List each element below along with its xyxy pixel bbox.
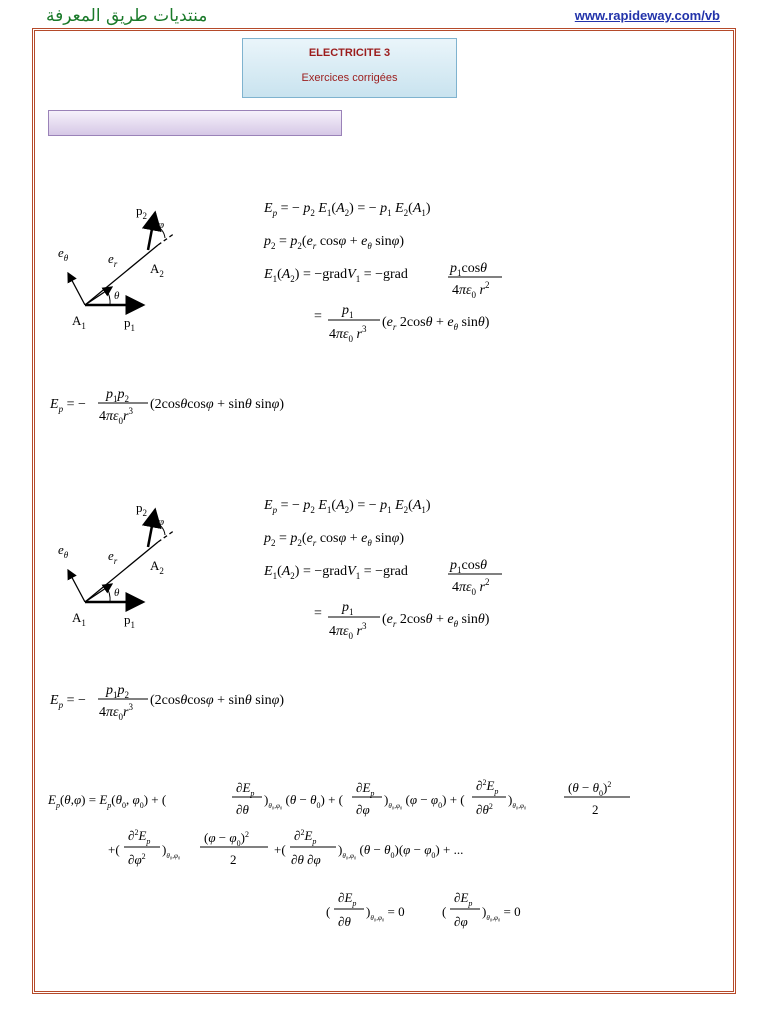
equations-block-2 (262, 487, 532, 647)
svg-text:p1: $p_1$ (342, 303, 354, 320)
svg-text:p2 = p2(er cosφ + eθ sinφ): $p_2 = p_2(e_r$ $\cos\varphi + e_\theta$ sinφ) (264, 234, 405, 251)
label-phi: φ (158, 219, 165, 231)
svg-text:p1: $p_1$ (342, 600, 354, 617)
svg-text:4πε0 r3: $4\pi\varepsilon_0$ $r^3$ (329, 621, 367, 641)
svg-text:(θ − θ0)2: $(\theta - \theta_0)^2$ (568, 780, 612, 798)
svg-text:)θ₀,φ₀ = 0: )$_{\theta_0,\varphi_0} = 0$ (482, 904, 521, 922)
svg-text:(φ − φ0)2: $(\varphi - \varphi_0)^2$ (204, 830, 249, 848)
label-A1: $A_1$ (72, 313, 86, 331)
svg-text:∂φ2: $\partial\varphi^2$ (128, 852, 146, 867)
svg-text:Ep = − p2 E1(A2) = − p1 E2(A1): $E_p$ = − $p_2$ $E_1(A_2)$ = − $p_1$ $E_2(A_1)$ (264, 201, 431, 218)
label-p2: $p_2$ (136, 203, 147, 221)
svg-text:Ep = −: $E_p$ = − (50, 693, 86, 710)
label-e-theta: $e_\theta$ (58, 245, 69, 263)
svg-text:θ: θ (114, 587, 120, 599)
svg-text:(: ( (326, 904, 331, 919)
svg-text:2: 2 (592, 802, 599, 817)
svg-text:p2: $p_2$ (136, 500, 147, 518)
svg-text:Ep = − p2 E1(A2) = − p1 E2(A1): $E_p$ = − $p_2$ $E_1(A_2)$ = − $p_1$ $E_2(A_1)$ (264, 498, 431, 515)
svg-text:2: 2 (230, 852, 237, 867)
svg-text:)θ₀,φ₀: )$_{\theta_0,\varphi_0}$ (162, 842, 181, 860)
taylor-expansion (46, 770, 646, 940)
result-equation-2 (48, 678, 348, 722)
svg-text:4πε0 r2: $4\pi\varepsilon_0$ $r^2$ (452, 280, 490, 300)
svg-text:p1cosθ: $p_1\cos\theta$ (450, 558, 488, 575)
svg-text:p1p2: $p_1p_2$ (106, 387, 129, 404)
svg-text:∂θ ∂φ: ∂θ ∂φ (291, 852, 321, 867)
svg-text:)θ₀,φ₀ = 0: )$_{\theta_0,\varphi_0} = 0$ (366, 904, 405, 922)
svg-text:∂θ: ∂θ (236, 802, 249, 817)
title-box (242, 38, 457, 98)
svg-text:4πε0r3: $4\pi\varepsilon_0r^3$ (99, 406, 133, 426)
svg-text:E1(A2) = −gradV1 = −grad: $E_1(A_2)$ = −gradV$_1$ = −grad (264, 267, 408, 284)
label-p1: $p_1$ (124, 315, 135, 333)
svg-text:∂φ: ∂φ (356, 802, 370, 817)
svg-text:(er 2cosθ + eθ sinθ): ($e_r$ $2\cos\theta + e_\theta$ sinθ) (382, 612, 490, 629)
svg-text:p2 = p2(er cosφ + eθ sinφ): $p_2 = p_2(e_r$ $\cos\varphi + e_\theta$ sinφ) (264, 531, 405, 548)
dipole-figure-2 (50, 492, 190, 632)
svg-text:(er 2cosθ + eθ sinθ): ($e_r$ $2\cos\theta + e_\theta$ sinθ) (382, 315, 490, 332)
svg-text:4πε0 r2: $4\pi\varepsilon_0$ $r^2$ (452, 577, 490, 597)
svg-text:=: = (314, 606, 322, 621)
header-forum-name: منتديات طريق المعرفة (46, 6, 208, 26)
svg-text:∂2Ep: $\partial^2E_p$ (476, 778, 499, 796)
svg-text:∂2Ep: $\partial^2E_p$ (128, 828, 151, 846)
equations-block-1 (262, 190, 532, 350)
svg-text:eθ: $e_\theta$ (58, 542, 69, 560)
label-e-r: $e_r$ (108, 251, 118, 269)
svg-text:∂θ: ∂θ (338, 914, 351, 929)
dipole-figure-1 (50, 195, 190, 335)
svg-text:A2: $A_2$ (150, 558, 164, 576)
svg-text:er: $e_r$ (108, 548, 118, 566)
title-line-2: Exercices corrigées (301, 72, 398, 84)
header-website-link[interactable]: www.rapideway.com/vb (574, 8, 720, 23)
svg-text:E1(A2) = −gradV1 = −grad: $E_1(A_2)$ = −gradV$_1$ = −grad (264, 564, 408, 581)
svg-text:A1: $A_1$ (72, 610, 86, 628)
svg-text:(: ( (442, 904, 447, 919)
label-theta: θ (114, 290, 120, 302)
result-equation-1 (48, 382, 348, 426)
svg-text:∂Ep: $\partial E_p$ (236, 780, 255, 798)
svg-text:+(: +( (274, 842, 286, 857)
svg-text:)θ₀,φ₀ (θ − θ0) + (: )$_{\theta_0,\varphi_0}$ $(\theta - \theta_0)$ + ( (264, 792, 343, 810)
svg-text:∂Ep: $\partial E_p$ (338, 890, 357, 908)
svg-text:)θ₀,φ₀ (θ − θ0)(φ − φ0) + ...: )$_{\theta_0,\varphi_0}$ $(\theta - \theta_0)(\varphi - \varphi_0)$ + ... (338, 842, 464, 860)
svg-text:=: = (314, 309, 322, 324)
svg-text:+(: +( (108, 842, 120, 857)
svg-text:p1: $p_1$ (124, 612, 135, 630)
svg-text:p1p2: $p_1p_2$ (106, 683, 129, 700)
svg-text:∂Ep: $\partial E_p$ (454, 890, 473, 908)
title-line-1: ELECTRICITE 3 (308, 47, 391, 59)
svg-text:∂θ2: $\partial\theta^2$ (476, 802, 493, 817)
svg-text:Ep(θ,φ) = Ep(θ0, φ0) + (: $E_p(\theta,\varphi) = E_p(\theta_0$, $\varphi_0$) + ( (48, 792, 167, 810)
svg-text:∂φ: ∂φ (454, 914, 468, 929)
label-A2: $A_2$ (150, 261, 164, 279)
svg-text:∂Ep: $\partial E_p$ (356, 780, 375, 798)
section-bar (48, 110, 342, 136)
svg-text:Ep = −: $E_p$ = − (50, 397, 86, 414)
svg-text:)θ₀,φ₀: )$_{\theta_0,\varphi_0}$ (508, 792, 527, 810)
svg-text:(2cosθcosφ + sinθ sinφ): (2cosθcosφ + sinθ sinφ) (150, 693, 285, 708)
svg-text:)θ₀,φ₀ (φ − φ0) + (: )$_{\theta_0,\varphi_0}$ $(\varphi - \varphi_0)$ + ( (384, 792, 465, 810)
svg-text:(2cosθcosφ + sinθ sinφ): (2cosθcosφ + sinθ sinφ) (150, 397, 285, 412)
svg-text:4πε0r3: $4\pi\varepsilon_0r^3$ (99, 702, 133, 722)
svg-text:p1cosθ: $p_1\cos\theta$ (450, 261, 488, 278)
svg-text:4πε0 r3: $4\pi\varepsilon_0$ $r^3$ (329, 324, 367, 344)
svg-text:φ: φ (158, 516, 165, 528)
svg-text:∂2Ep: $\partial^2E_p$ (294, 828, 317, 846)
